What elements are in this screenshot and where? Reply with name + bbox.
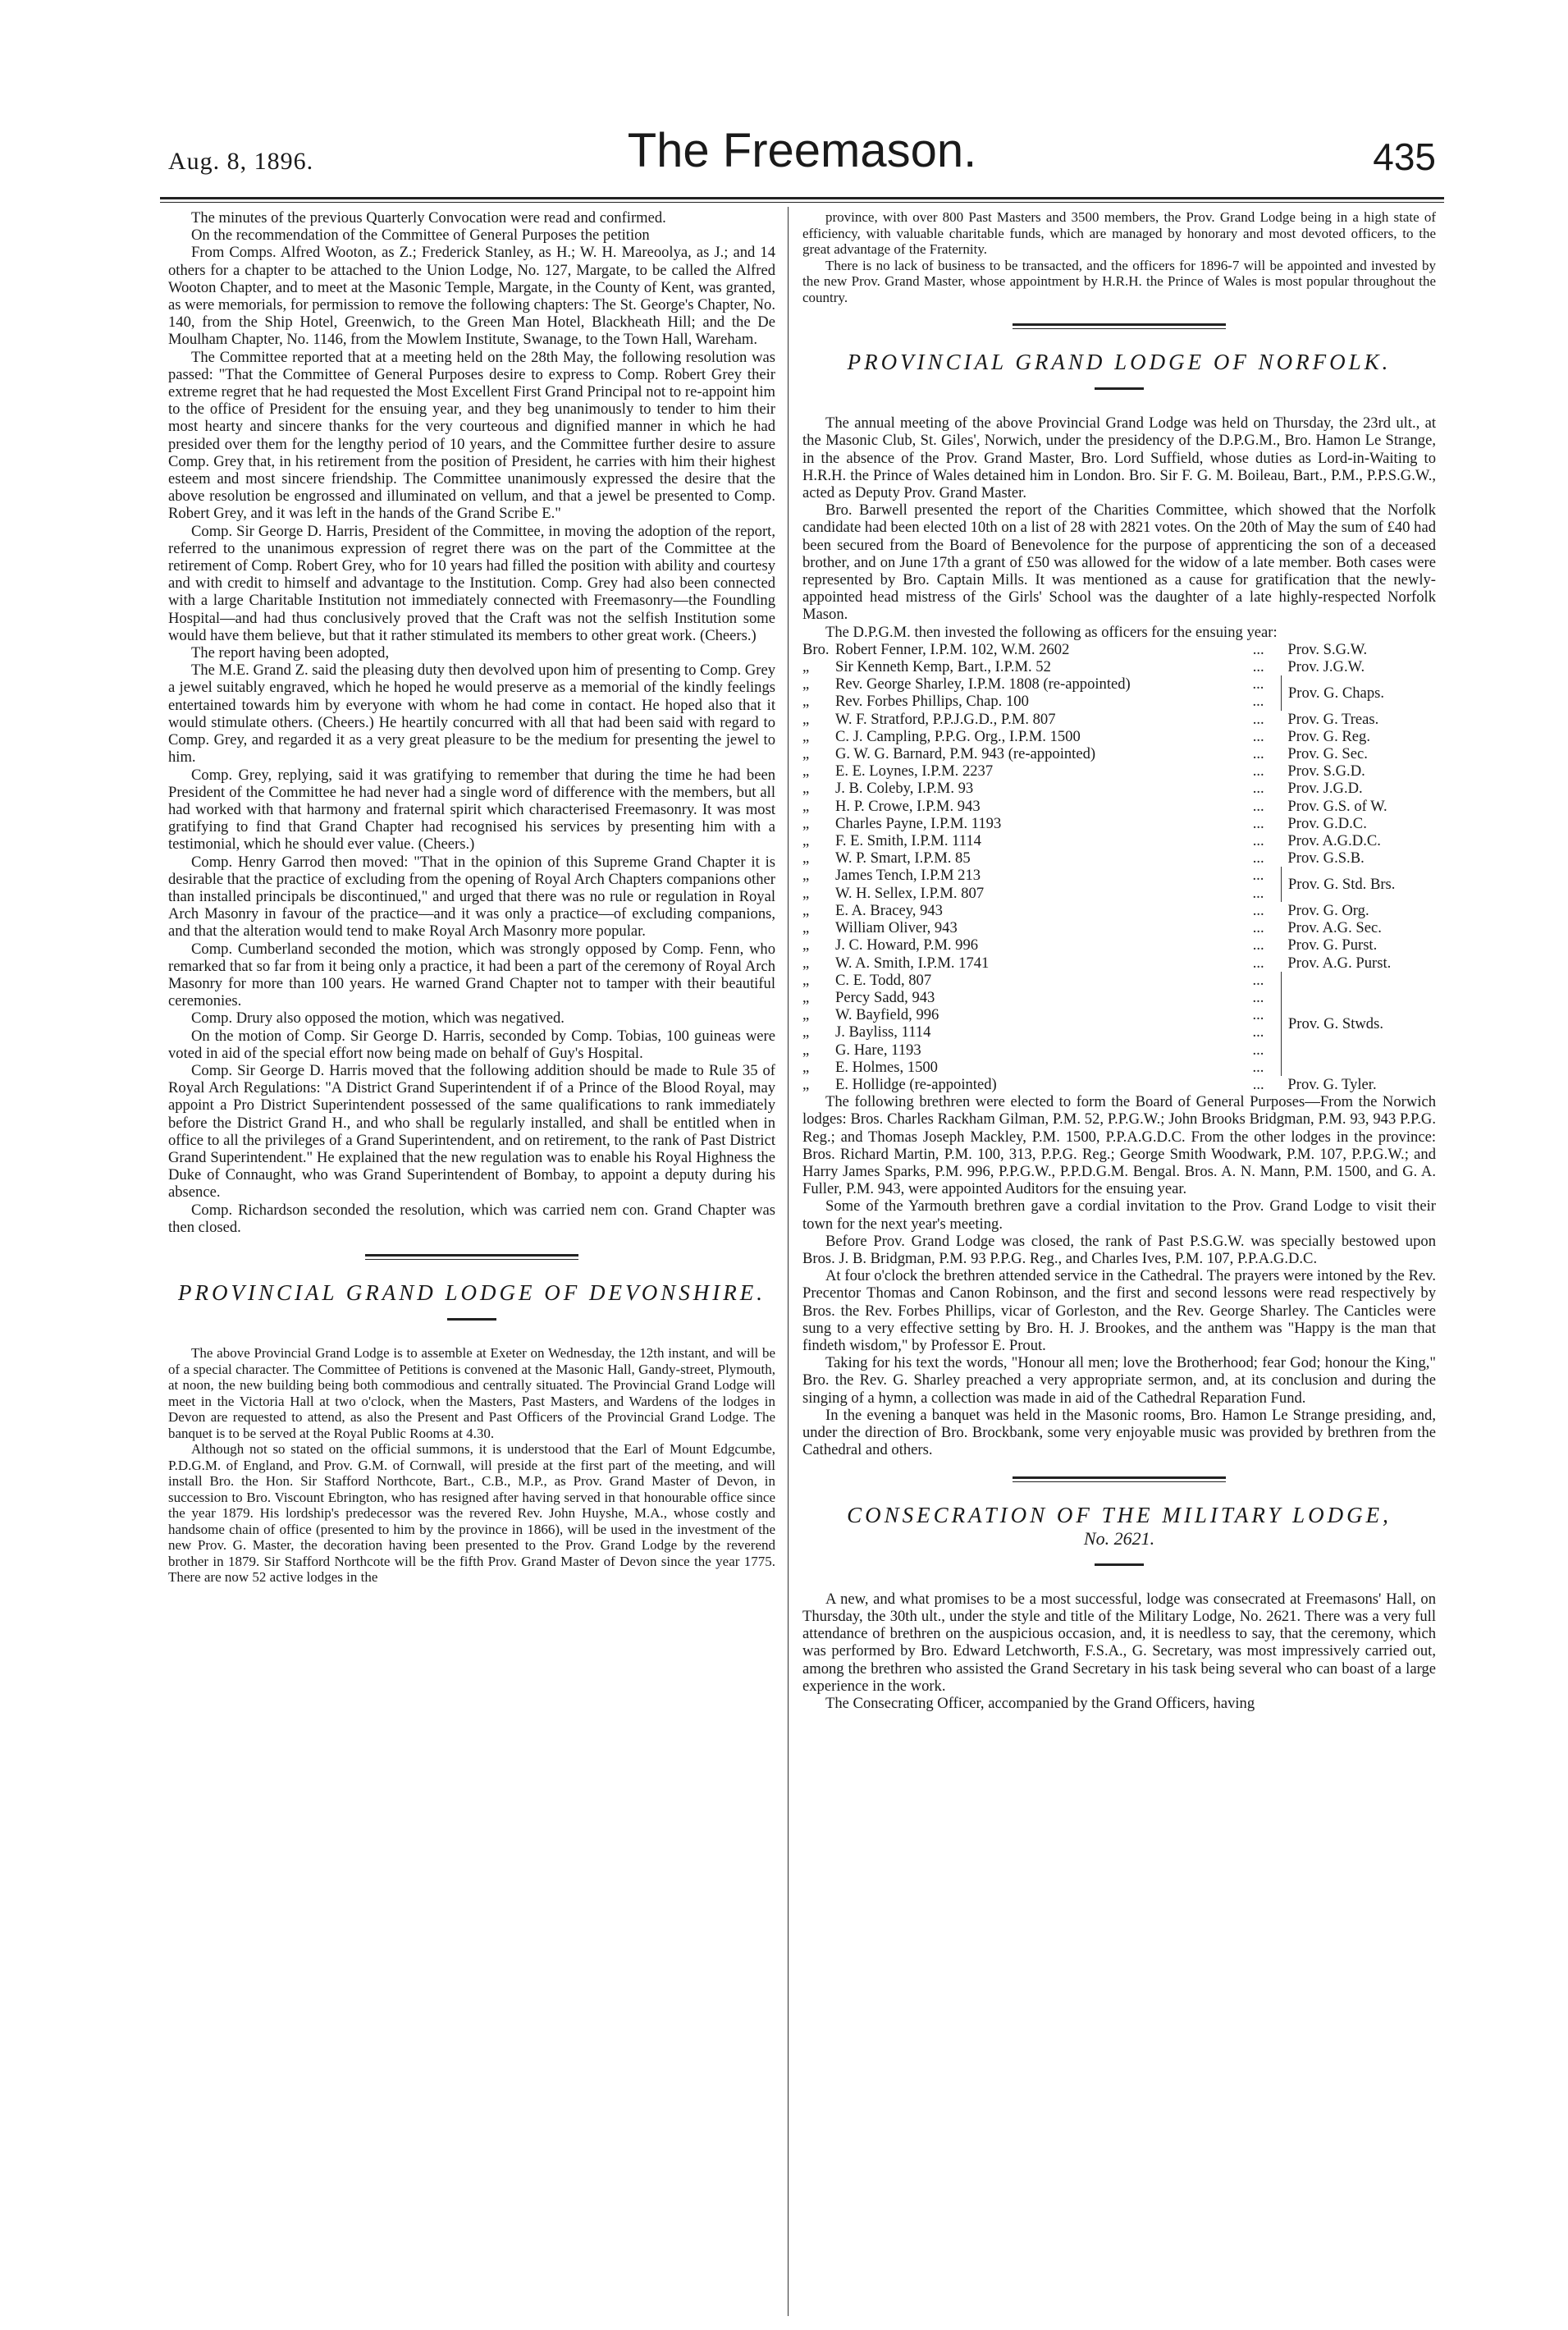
officer-row bbox=[802, 849, 1436, 867]
officer-prefix: „ bbox=[802, 884, 810, 902]
paragraph: Comp. Sir George D. Harris moved that the following addition should be made to Rule 35 of Royal Arch Regulations: "A District Grand Superintendent if of a Prince of the Blood Royal, may appoint a Pro District Superintendent possessed of the same qualifications to rank immediately before the District Grand H., and who shall be regularly installed, and shall be entitled when in office to all the privileges of a Grand Superintendent, and on retirement, to the rank of Past District Grand Superintendent." He explained that the new regulation was to enable his Royal Highness the Duke of Connaught, who was Grand Superintendent of Bombay, to appoint a deputy during his absence. bbox=[168, 1061, 775, 1202]
officer-name: Rev. George Sharley, I.P.M. 1808 (re-appointed) bbox=[835, 675, 1131, 694]
officer-row bbox=[802, 936, 1436, 954]
officer-prefix: „ bbox=[802, 814, 810, 832]
officer-name: Sir Kenneth Kemp, Bart., I.P.M. 52 bbox=[835, 658, 1051, 676]
officer-row bbox=[802, 798, 1436, 815]
officer-name: W. F. Stratford, P.P.J.G.D., P.M. 807 bbox=[835, 710, 1056, 728]
military-lodge-article bbox=[802, 1591, 1436, 1712]
leader-dots: ... bbox=[1252, 762, 1264, 780]
officer-office: Prov. S.G.W. bbox=[1287, 640, 1368, 658]
paragraph: Before Prov. Grand Lodge was closed, the rank of Past P.S.G.W. was specially bestowed upon Bros. J. B. Bridgman, P.M. 93 P.P.G. Reg., and Charles Ives, P.M. 107, P.P.A.G.D.C. bbox=[802, 1232, 1436, 1267]
military-lodge-number: No. 2621. bbox=[1083, 1527, 1155, 1549]
officer-office: Prov. G. Treas. bbox=[1287, 710, 1379, 728]
heading-rule bbox=[1095, 387, 1144, 390]
newspaper-title: The Freemason. bbox=[627, 124, 977, 177]
leader-dots: ... bbox=[1252, 797, 1264, 815]
leader-dots: ... bbox=[1236, 885, 1282, 902]
leader-dots: ... bbox=[1252, 814, 1264, 832]
paragraph: There is no lack of business to be transacted, and the officers for 1896-7 will be appointed and invested by the new Prov. Grand Master, whose appointment by H.R.H. the Prince of Wales is most popular throughout the country. bbox=[802, 257, 1436, 305]
officer-row bbox=[802, 919, 1436, 936]
officer-row bbox=[802, 1076, 1436, 1093]
officer-name: H. P. Crowe, I.P.M. 943 bbox=[835, 797, 981, 815]
leader-dots: ... bbox=[1252, 954, 1264, 972]
officer-office: Prov. A.G. Purst. bbox=[1287, 954, 1392, 972]
paragraph: Comp. Henry Garrod then moved: "That in the opinion of this Supreme Grand Chapter it is desirable that the practice of excluding from the opening of Royal Arch Chapters companions other than installed principals be discontinued," and urged that there was no rule or regulation in Royal Arch Masonry in favour of the practice—and it was only a practice—of excluding companions, and that the alteration would tend to make Royal Arch Masonry more popular. bbox=[168, 853, 775, 941]
officer-prefix: „ bbox=[802, 954, 810, 972]
paragraph: The M.E. Grand Z. said the pleasing duty then devolved upon him of presenting to Comp. Grey a jewel suitably engraved, which he hoped he would preserve as a memorial of the kindly feelings entertained towards him by everyone with whom he had come in contact. He hoped also that it would stimulate others. (Cheers.) He heartily concurred with all that had been said with regard to Comp. Grey, and regarded it as a very great pleasure to be the medium for presenting the jewel to him. bbox=[168, 661, 775, 767]
officer-prefix: „ bbox=[802, 919, 810, 937]
officer-name: E. E. Loynes, I.P.M. 2237 bbox=[835, 762, 994, 780]
officer-name: C. E. Todd, 807 bbox=[835, 971, 932, 989]
officer-prefix: „ bbox=[802, 727, 810, 745]
paragraph: A new, and what promises to be a most successful, lodge was consecrated at Freemasons' Hall, on Thursday, the 30th ult., under the style and title of the Military Lodge, No. 2621. There was a very full attendance of brethren on the auspicious occasion, and, it is needless to say, that the ceremony, which was performed by Bro. Edward Letchworth, F.S.A., G. Secretary, was most impressively carried out, among the brethren who assisted the Grand Secretary in his task being several who can boast of a large experience in the work. bbox=[802, 1590, 1436, 1695]
officer-row bbox=[802, 972, 1436, 989]
officer-row bbox=[802, 658, 1436, 675]
officer-name: Percy Sadd, 943 bbox=[835, 988, 935, 1006]
leader-dots: ... bbox=[1236, 1006, 1282, 1023]
leader-dots: ... bbox=[1252, 640, 1264, 658]
paragraph: On the motion of Comp. Sir George D. Harris, seconded by Comp. Tobias, 100 guineas were voted in aid of the special effort now being made on behalf of Guy's Hospital. bbox=[168, 1027, 775, 1062]
officer-name: Rev. Forbes Phillips, Chap. 100 bbox=[835, 693, 1029, 711]
officer-office: Prov. G. Chaps. bbox=[1287, 684, 1384, 702]
officer-name: C. J. Campling, P.P.G. Org., I.P.M. 1500 bbox=[835, 727, 1081, 745]
paragraph: The report having been adopted, bbox=[191, 644, 390, 662]
leader-dots: ... bbox=[1236, 989, 1282, 1006]
officer-name: W. P. Smart, I.P.M. 85 bbox=[835, 849, 971, 867]
officer-office: Prov. G. Reg. bbox=[1287, 727, 1370, 745]
paragraph: Comp. Richardson seconded the resolution, which was carried nem con. Grand Chapter was then closed. bbox=[168, 1201, 775, 1236]
section-separator bbox=[1013, 1476, 1226, 1482]
leader-dots: ... bbox=[1236, 1023, 1282, 1041]
leader-dots: ... bbox=[1252, 849, 1264, 867]
officer-office: Prov. G. Std. Brs. bbox=[1287, 876, 1396, 894]
paragraph: The Committee reported that at a meeting held on the 28th May, the following resolution was passed: "That the Committee of General Purposes desire to express to Comp. Robert Grey their extreme regret that he had requested the Most Excellent First Grand Principal not to re-appoint him to the office of President for the ensuing year, and they beg unanimously to tender to him their most hearty and sincere thanks for the very courteous and dignified manner in which he had presided over them for the lengthy period of 10 years, and the Committee further desire to assure Comp. Grey that, in his retirement from the position of President, he carries with him their highest esteem and most sincere friendship. The Committee unanimously expressed the desire that the above resolution be engrossed and illuminated on vellum, and that a jewel be presented to Comp. Robert Grey, and it was left in the hands of the Grand Scribe E." bbox=[168, 348, 775, 523]
officer-prefix: „ bbox=[802, 675, 810, 694]
officer-prefix: „ bbox=[802, 658, 810, 676]
officer-row bbox=[802, 902, 1436, 919]
paragraph: In the evening a banquet was held in the Masonic rooms, Bro. Hamon Le Strange presiding, and, under the direction of Bro. Brockbank, some very enjoyable music was provided by brethren from the Cathedral and others. bbox=[802, 1406, 1436, 1459]
officer-name: Charles Payne, I.P.M. 1193 bbox=[835, 814, 1002, 832]
leader-dots: ... bbox=[1236, 693, 1282, 710]
column-divider bbox=[788, 207, 789, 2316]
officer-office: Prov. G. Org. bbox=[1287, 901, 1369, 919]
norfolk-heading: PROVINCIAL GRAND LODGE OF NORFOLK. bbox=[847, 350, 1392, 374]
officer-prefix: „ bbox=[802, 745, 810, 763]
leader-dots: ... bbox=[1252, 745, 1264, 763]
officer-name: W. A. Smith, I.P.M. 1741 bbox=[835, 954, 990, 972]
leader-dots: ... bbox=[1252, 901, 1264, 919]
paragraph: Bro. Barwell presented the report of the Charities Committee, which showed that the Norfolk candidate had been elected 10th on a list of 28 with 2821 votes. On the 20th of May the sum of £40 had been secured from the Board of Benevolence for the purpose of apprenticing the son of a deceased brother, and on June 17th a grant of £50 was allowed for the widow of a late member. Both cases were represented by Bro. Captain Mills. It was mentioned as a cause for gratification that the newly-appointed head mistress of the Girls' School was the daughter of a late highly-respected Norfolk Mason. bbox=[802, 501, 1436, 624]
officer-name: James Tench, I.P.M 213 bbox=[835, 867, 981, 885]
leader-dots: ... bbox=[1236, 1041, 1282, 1059]
officer-name: William Oliver, 943 bbox=[835, 919, 958, 937]
paragraph: Taking for his text the words, "Honour all men; love the Brotherhood; fear God; honour the King," Bro. the Rev. G. Sharley preached a very appropriate sermon, and, at its conclusion and during the singing of a hymn, a collection was made in aid of the Cathedral Reparation Fund. bbox=[802, 1354, 1436, 1407]
officer-row bbox=[802, 780, 1436, 797]
officer-row bbox=[802, 711, 1436, 728]
paragraph: At four o'clock the brethren attended service in the Cathedral. The prayers were intoned by the Rev. Precentor Thomas and Canon Robinson, and the first and second lessons were read respectively by Bros. the Rev. Forbes Phillips, vicar of Gorleston, and the Rev. George Sharley. The Canticles were sung to a very effective setting by Bro. H. J. Brookes, and the anthem was "Happy is the man that findeth wisdom," by Professor E. Prout. bbox=[802, 1267, 1436, 1354]
officer-row bbox=[802, 954, 1436, 972]
paragraph: The D.P.G.M. then invested the following as officers for the ensuing year: bbox=[825, 623, 1278, 641]
officer-row bbox=[802, 815, 1436, 832]
officer-prefix: „ bbox=[802, 849, 810, 867]
section-separator bbox=[1013, 323, 1226, 329]
officer-row bbox=[802, 832, 1436, 849]
norfolk-article bbox=[802, 414, 1436, 641]
norfolk-article-continued bbox=[802, 1093, 1436, 1458]
issue-date: Aug. 8, 1896. bbox=[168, 148, 314, 175]
officer-name: Robert Fenner, I.P.M. 102, W.M. 2602 bbox=[835, 640, 1070, 658]
officer-prefix: „ bbox=[802, 1041, 810, 1059]
officer-office: Prov. G.D.C. bbox=[1287, 814, 1367, 832]
leader-dots: ... bbox=[1252, 1075, 1264, 1093]
heading-rule bbox=[1095, 1563, 1144, 1566]
officer-office: Prov. J.G.D. bbox=[1287, 780, 1363, 798]
leader-dots: ... bbox=[1252, 710, 1264, 728]
officer-prefix: „ bbox=[802, 832, 810, 850]
officer-name: W. Bayfield, 996 bbox=[835, 1006, 939, 1024]
paragraph: The minutes of the previous Quarterly Convocation were read and confirmed. bbox=[191, 209, 666, 227]
officer-prefix: „ bbox=[802, 780, 810, 798]
officer-prefix: „ bbox=[802, 797, 810, 815]
officer-row bbox=[802, 641, 1436, 658]
paragraph: On the recommendation of the Committee of General Purposes the petition bbox=[191, 227, 650, 245]
officer-prefix: Bro. bbox=[802, 640, 830, 658]
leader-dots: ... bbox=[1236, 1059, 1282, 1076]
leader-dots: ... bbox=[1252, 727, 1264, 745]
officer-name: W. H. Sellex, I.P.M. 807 bbox=[835, 884, 985, 902]
leader-dots: ... bbox=[1236, 675, 1282, 693]
section-separator bbox=[365, 1254, 578, 1260]
paragraph: province, with over 800 Past Masters and 3500 members, the Prov. Grand Lodge being in a high state of efficiency, with valuable charitable funds, which are managed by honorary and most devoted officers, to the great advantage of the Fraternity. bbox=[802, 209, 1436, 257]
right-column bbox=[802, 209, 1436, 1712]
officer-prefix: „ bbox=[802, 971, 810, 989]
devonshire-heading: PROVINCIAL GRAND LODGE OF DEVONSHIRE. bbox=[178, 1279, 766, 1305]
leader-dots: ... bbox=[1236, 867, 1282, 884]
leader-dots: ... bbox=[1252, 658, 1264, 676]
masthead bbox=[168, 123, 1436, 189]
officers-list bbox=[802, 641, 1436, 1093]
continued-article bbox=[802, 209, 1436, 305]
officer-prefix: „ bbox=[802, 762, 810, 780]
paragraph: Some of the Yarmouth brethren gave a cordial invitation to the Prov. Grand Lodge to visit their town for the next year's meeting. bbox=[802, 1197, 1436, 1233]
paragraph: The Consecrating Officer, accompanied by the Grand Officers, having bbox=[825, 1695, 1255, 1713]
officer-name: E. Holmes, 1500 bbox=[835, 1058, 938, 1076]
officer-prefix: „ bbox=[802, 867, 810, 885]
officer-prefix: „ bbox=[802, 1058, 810, 1076]
officer-office: Prov. G. Tyler. bbox=[1287, 1075, 1377, 1093]
officer-prefix: „ bbox=[802, 901, 810, 919]
officer-name: J. C. Howard, P.M. 996 bbox=[835, 936, 979, 954]
leader-dots: ... bbox=[1252, 832, 1264, 850]
left-column bbox=[168, 209, 775, 1586]
officer-name: J. B. Coleby, I.P.M. 93 bbox=[835, 780, 974, 798]
officer-name: J. Bayliss, 1114 bbox=[835, 1023, 931, 1041]
paragraph: Comp. Sir George D. Harris, President of the Committee, in moving the adoption of the report, referred to the unanimous expression of regret there was on the part of the Committee at the retirement of Comp. Robert Grey, who for 10 years had filled the position with ability and courtesy and with credit to himself and advantage to the Institution. Comp. Grey had also been connected with a large Charitable Institution not immediately connected with Freemasonry—the Foundling Hospital—and had thus conclusively proved that the Craft was not the selfish Institution some would have them believe, but that it rather stimulated its members to other great work. (Cheers.) bbox=[168, 522, 775, 644]
officer-office: Prov. G.S. of W. bbox=[1287, 797, 1387, 815]
officer-prefix: „ bbox=[802, 710, 810, 728]
leader-dots: ... bbox=[1236, 972, 1282, 989]
officer-name: G. Hare, 1193 bbox=[835, 1041, 921, 1059]
page-number: 435 bbox=[1373, 135, 1436, 178]
officer-row bbox=[802, 762, 1436, 780]
officer-name: E. Hollidge (re-appointed) bbox=[835, 1075, 997, 1093]
leader-dots: ... bbox=[1252, 780, 1264, 798]
heading-rule bbox=[447, 1318, 496, 1321]
paragraph: Comp. Cumberland seconded the motion, which was strongly opposed by Comp. Fenn, who remarked that so far from it being only a practice, it had been a part of the ceremony of Royal Arch Masonry for more than 100 years. He warned Grand Chapter not to tamper with their beautiful ceremonies. bbox=[168, 940, 775, 1010]
officer-office: Prov. S.G.D. bbox=[1287, 762, 1365, 780]
officer-prefix: „ bbox=[802, 1023, 810, 1041]
paragraph: Comp. Drury also opposed the motion, which was negatived. bbox=[191, 1009, 565, 1028]
paragraph: The following brethren were elected to form the Board of General Purposes—From the Norwich lodges: Bros. Charles Rackham Gilman, P.M. 52, P.P.G.W.; John Brooks Bridgman, P.M. 93, 943 P.P.G. Reg.; and Thomas Joseph Mackley, P.M. 1500, P.P.A.G.D.C. From the other lodges in the province: Bros. Richard Martin, P.M. 100, 313, P.P.G. Reg.; George Smith Woodwark, P.M. 107, P.P.G.W.; and Harry James Sparks, P.M. 996, P.P.G.W., P.P.D.G.M. Bengal. Bros. A. N. Mann, P.M. 1500, and G. A. Fuller, P.M. 943, were appointed Auditors for the ensuing year. bbox=[802, 1093, 1436, 1198]
devonshire-article bbox=[168, 1345, 775, 1586]
leader-dots: ... bbox=[1252, 936, 1264, 954]
paragraph: The above Provincial Grand Lodge is to assemble at Exeter on Wednesday, the 12th instant, and will be of a special character. The Committee of Petitions is convened at the Masonic Hall, Gandy-street, Plymouth, at noon, the new building being both commodious and centrally situated. The Provincial Grand Lodge will meet in the Victoria Hall at two o'clock, when the Masters, Past Masters, and Wardens of the lodges in Devon are requested to attend, as also the Present and Past Officers of the Provincial Grand Lodge. The banquet is to be served at the Royal Public Rooms at 4.30. bbox=[168, 1345, 775, 1441]
officer-prefix: „ bbox=[802, 1006, 810, 1024]
officer-office: Prov. A.G. Sec. bbox=[1287, 919, 1382, 937]
officer-name: G. W. G. Barnard, P.M. 943 (re-appointed) bbox=[835, 745, 1096, 763]
leader-dots: ... bbox=[1252, 919, 1264, 937]
officer-name: E. A. Bracey, 943 bbox=[835, 901, 943, 919]
officer-row bbox=[802, 728, 1436, 745]
officer-office: Prov. A.G.D.C. bbox=[1287, 832, 1381, 850]
officer-office: Prov. G. Stwds. bbox=[1287, 1014, 1383, 1032]
officer-prefix: „ bbox=[802, 1075, 810, 1093]
officer-name: F. E. Smith, I.P.M. 1114 bbox=[835, 832, 981, 850]
officer-row bbox=[802, 675, 1436, 693]
grand-chapter-report bbox=[168, 209, 775, 1236]
officer-office: Prov. G. Sec. bbox=[1287, 745, 1368, 763]
officer-office: Prov. G.S.B. bbox=[1287, 849, 1365, 867]
paragraph: Comp. Grey, replying, said it was gratifying to remember that during the time he had been President of the Committee he had never had a single word of difference with the members, but all had worked with that harmony and fraternal spirit which characterised Freemasonry. It was most gratifying to find that Grand Chapter had recognised his services by presenting him with a testimonial, which he should ever value. (Cheers.) bbox=[168, 766, 775, 854]
paragraph: From Comps. Alfred Wooton, as Z.; Frederick Stanley, as H.; W. H. Mareoolya, as J.; and 14 others for a chapter to be attached to the Union Lodge, No. 127, Margate, to be called the Alfred Wooton Chapter, and to meet at the Masonic Temple, Margate, in the County of Kent, was granted, as were memorials, for permission to remove the following chapters: The St. George's Chapter, No. 140, from the Ship Hotel, Greenwich, to the Green Man Hotel, Blackheath Hill; and the De Moulham Chapter, No. 1146, from the Mowlem Institute, Swanage, to the Town Hall, Wareham. bbox=[168, 244, 775, 349]
officer-prefix: „ bbox=[802, 936, 810, 954]
officer-office: Prov. J.G.W. bbox=[1287, 658, 1365, 676]
masthead-rule bbox=[160, 197, 1444, 203]
paragraph: The annual meeting of the above Provincial Grand Lodge was held on Thursday, the 23rd ult., at the Masonic Club, St. Giles', Norwich, under the presidency of the D.P.G.M., Bro. Hamon Le Strange, in the absence of the Prov. Grand Master, Bro. Lord Suffield, whose duties as Lord-in-Waiting to H.R.H. the Prince of Wales detained him in London. Bro. Sir F. G. M. Boileau, Bart., P.M., P.P.S.G.W., acted as Deputy Prov. Grand Master. bbox=[802, 414, 1436, 502]
officer-row bbox=[802, 867, 1436, 884]
officer-prefix: „ bbox=[802, 693, 810, 711]
officer-row bbox=[802, 745, 1436, 762]
military-lodge-heading: CONSECRATION OF THE MILITARY LODGE, bbox=[847, 1503, 1392, 1528]
paragraph: Although not so stated on the official summons, it is understood that the Earl of Mount Edgcumbe, P.D.G.M. of England, and Prov. G.M. of Cornwall, will preside at the first part of the meeting, and will install Bro. the Hon. Sir Stafford Northcote, Bart., C.B., M.P., as Prov. Grand Master of Devon, in succession to Bro. Viscount Ebrington, who has resigned after having served in that honourable office since the year 1879. His lordship's predecessor was the revered Rev. John Huyshe, M.A., whose costly and handsome chain of office (presented to him by the province in 1866), will be used in the investment of the new Prov. G. Master, the decoration having been presented to the Prov. Grand Lodge by the reverend brother in 1879. Sir Stafford Northcote will be the fifth Prov. Grand Master of Devon since the year 1775. There are now 52 active lodges in the bbox=[168, 1441, 775, 1586]
officer-prefix: „ bbox=[802, 988, 810, 1006]
officer-office: Prov. G. Purst. bbox=[1287, 936, 1378, 954]
